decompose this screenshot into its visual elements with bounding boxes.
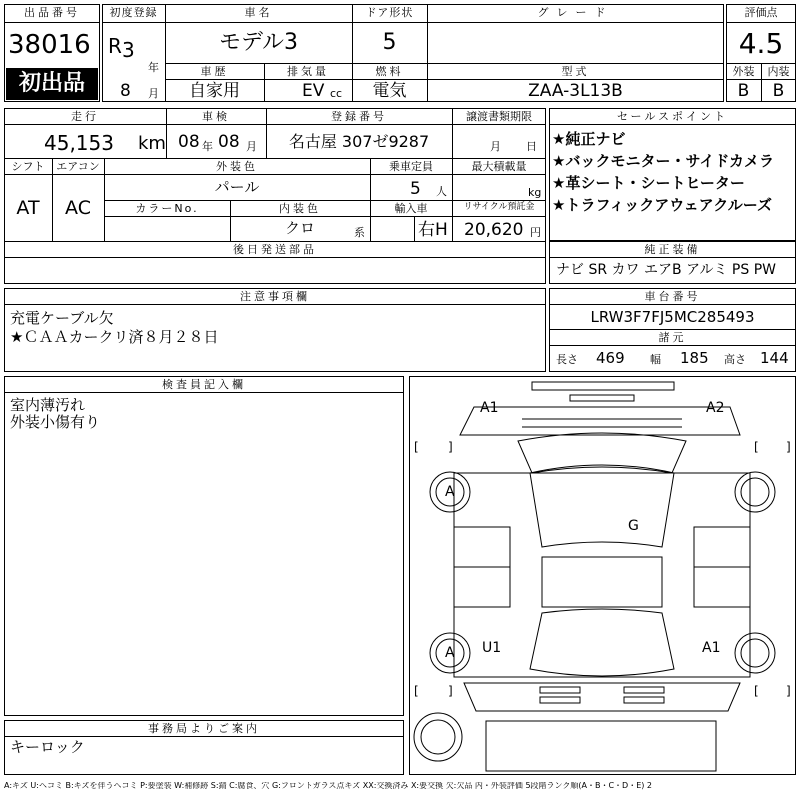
- equipment-list: ナビ SR カワ エアB アルミ PS PW: [556, 262, 776, 278]
- sales-point-1: ★純正ナビ: [552, 130, 626, 148]
- model-code-label: 型式: [561, 65, 590, 78]
- model-name: モデル3: [219, 30, 298, 55]
- sales-point-3: ★革シート・シートヒーター: [552, 174, 745, 192]
- interior-color: クロ: [284, 219, 315, 237]
- office-label: 事務局よりご案内: [148, 722, 260, 735]
- inspector-line-1: 室内薄汚れ: [10, 396, 86, 414]
- transfer-day-unit: 日: [526, 140, 537, 153]
- height: 144: [760, 349, 789, 367]
- displacement: EV: [302, 81, 325, 101]
- score-label: 評価点: [744, 6, 778, 19]
- sales-points-label: セールスポイント: [616, 110, 728, 123]
- color-label: 外装色: [216, 160, 258, 173]
- recycle: 20,620: [464, 220, 524, 240]
- shift-label: シフト: [11, 160, 45, 173]
- inspection-year-unit: 年: [202, 140, 213, 153]
- sales-point-4: ★トラフィックアウェアクルーズ: [552, 196, 772, 214]
- interior-color-label: 内装色: [279, 202, 321, 215]
- mark-wheel-front-left: A: [445, 484, 455, 500]
- displacement-label: 排気量: [287, 65, 329, 78]
- mark-front-left: A1: [480, 400, 499, 416]
- reg-era: R: [108, 34, 122, 58]
- damage-diagram: [409, 376, 796, 775]
- reg-year: 3: [122, 38, 135, 62]
- shift: AT: [16, 197, 40, 219]
- svg-text:[: [: [414, 440, 419, 454]
- svg-text:[: [: [754, 440, 759, 454]
- length: 469: [596, 349, 625, 367]
- capacity: 5: [410, 179, 421, 199]
- length-label: 長さ: [556, 353, 578, 366]
- transfer-label: 譲渡書類期限: [466, 110, 532, 123]
- interior-grade-label: 内装: [767, 65, 790, 78]
- dims-label: 諸元: [658, 331, 687, 344]
- height-label: 高さ: [724, 353, 746, 366]
- svg-text:]: ]: [448, 440, 453, 454]
- score: 4.5: [738, 27, 784, 60]
- mark-wheel-rear-left: A: [445, 645, 455, 661]
- exterior-grade: B: [737, 81, 750, 101]
- fuel: 電気: [372, 81, 407, 101]
- svg-text:[: [: [414, 684, 419, 698]
- reg-month: 8: [120, 81, 131, 101]
- office-text: キーロック: [10, 738, 85, 756]
- capacity-unit: 人: [436, 185, 447, 198]
- note-line-2: ★ＣＡＡカークリ済８月２８日: [10, 328, 219, 346]
- note-line-1: 充電ケーブル欠: [10, 309, 114, 327]
- car-outline: [410, 377, 795, 774]
- inspector-label: 検査員記入欄: [162, 378, 246, 391]
- first-reg-label: 初度登録: [109, 6, 158, 19]
- inspection-label: 車検: [202, 110, 230, 123]
- interior-color-suffix: 系: [354, 226, 365, 239]
- max-load-label: 最大積載量: [471, 160, 527, 173]
- reg-month-unit: 月: [148, 87, 159, 100]
- svg-text:]: ]: [786, 440, 791, 454]
- grade-label: グレード: [537, 6, 614, 19]
- chassis-label: 車台番号: [644, 290, 701, 303]
- mark-front-right: A2: [706, 400, 725, 416]
- capacity-label: 乗車定員: [389, 160, 433, 173]
- color-no-label: カラーNo.: [135, 202, 199, 215]
- svg-text:[: [: [754, 684, 759, 698]
- sales-point-2: ★バックモニター・サイドカメラ: [552, 152, 774, 170]
- plate: 名古屋 307ゼ9287: [288, 132, 430, 151]
- import-label: 輸入車: [394, 202, 428, 215]
- history: 自家用: [189, 81, 240, 101]
- recycle-unit: 円: [530, 226, 541, 239]
- history-label: 車歴: [200, 65, 229, 78]
- fuel-label: 燃料: [375, 65, 404, 78]
- mileage-unit: km: [138, 133, 166, 154]
- model-name-label: 車名: [244, 6, 273, 19]
- door-label: ドア形状: [365, 6, 414, 19]
- interior-grade: B: [772, 81, 785, 101]
- displacement-unit: cc: [330, 87, 343, 100]
- model-code: ZAA-3L13B: [528, 81, 623, 101]
- ac: AC: [65, 197, 91, 219]
- mark-rear-right-side: A1: [702, 640, 721, 656]
- svg-text:]: ]: [786, 684, 791, 698]
- reg-year-unit: 年: [148, 61, 159, 74]
- later-parts-label: 後日発送部品: [233, 243, 317, 256]
- inspection-month-unit: 月: [246, 140, 257, 153]
- plate-label: 登録番号: [331, 110, 387, 123]
- width: 185: [680, 349, 709, 367]
- steering: 右H: [418, 220, 448, 240]
- legend: A:キズ U:ヘコミ B:キズを伴うヘコミ P:要塗装 W:補修跡 S:錆 C:腐食、穴 G:フロントガラス点キズ XX:交換済み X:要交換 欠:欠品 内・外装評価 5段階ランク順(A・B・C・D・E) 2: [4, 782, 653, 790]
- first-listing-badge: 初出品: [6, 68, 98, 100]
- equipment-label: 純正装備: [644, 243, 701, 256]
- recycle-label: リサイクル預託金: [463, 202, 535, 212]
- color: パール: [214, 178, 260, 196]
- lot-number: 38016: [8, 30, 91, 60]
- inspection-year: 08: [178, 132, 200, 152]
- notes-label: 注意事項欄: [240, 290, 310, 303]
- inspection-month: 08: [218, 132, 240, 152]
- inspector-line-2: 外装小傷有り: [10, 413, 101, 431]
- mileage-label: 走行: [71, 110, 99, 123]
- svg-text:]: ]: [448, 684, 453, 698]
- mark-roof: G: [628, 518, 639, 534]
- exterior-grade-label: 外装: [732, 65, 755, 78]
- width-label: 幅: [650, 353, 661, 366]
- max-load-unit: kg: [528, 186, 542, 199]
- ac-label: エアコン: [56, 160, 100, 173]
- chassis-number: LRW3F7FJ5MC285493: [590, 308, 755, 326]
- transfer-month-unit: 月: [490, 140, 501, 153]
- doors: 5: [382, 30, 397, 55]
- mileage: 45,153: [44, 131, 114, 155]
- mark-rear-left-side: U1: [482, 640, 502, 656]
- lot-number-label: 出品番号: [24, 6, 80, 19]
